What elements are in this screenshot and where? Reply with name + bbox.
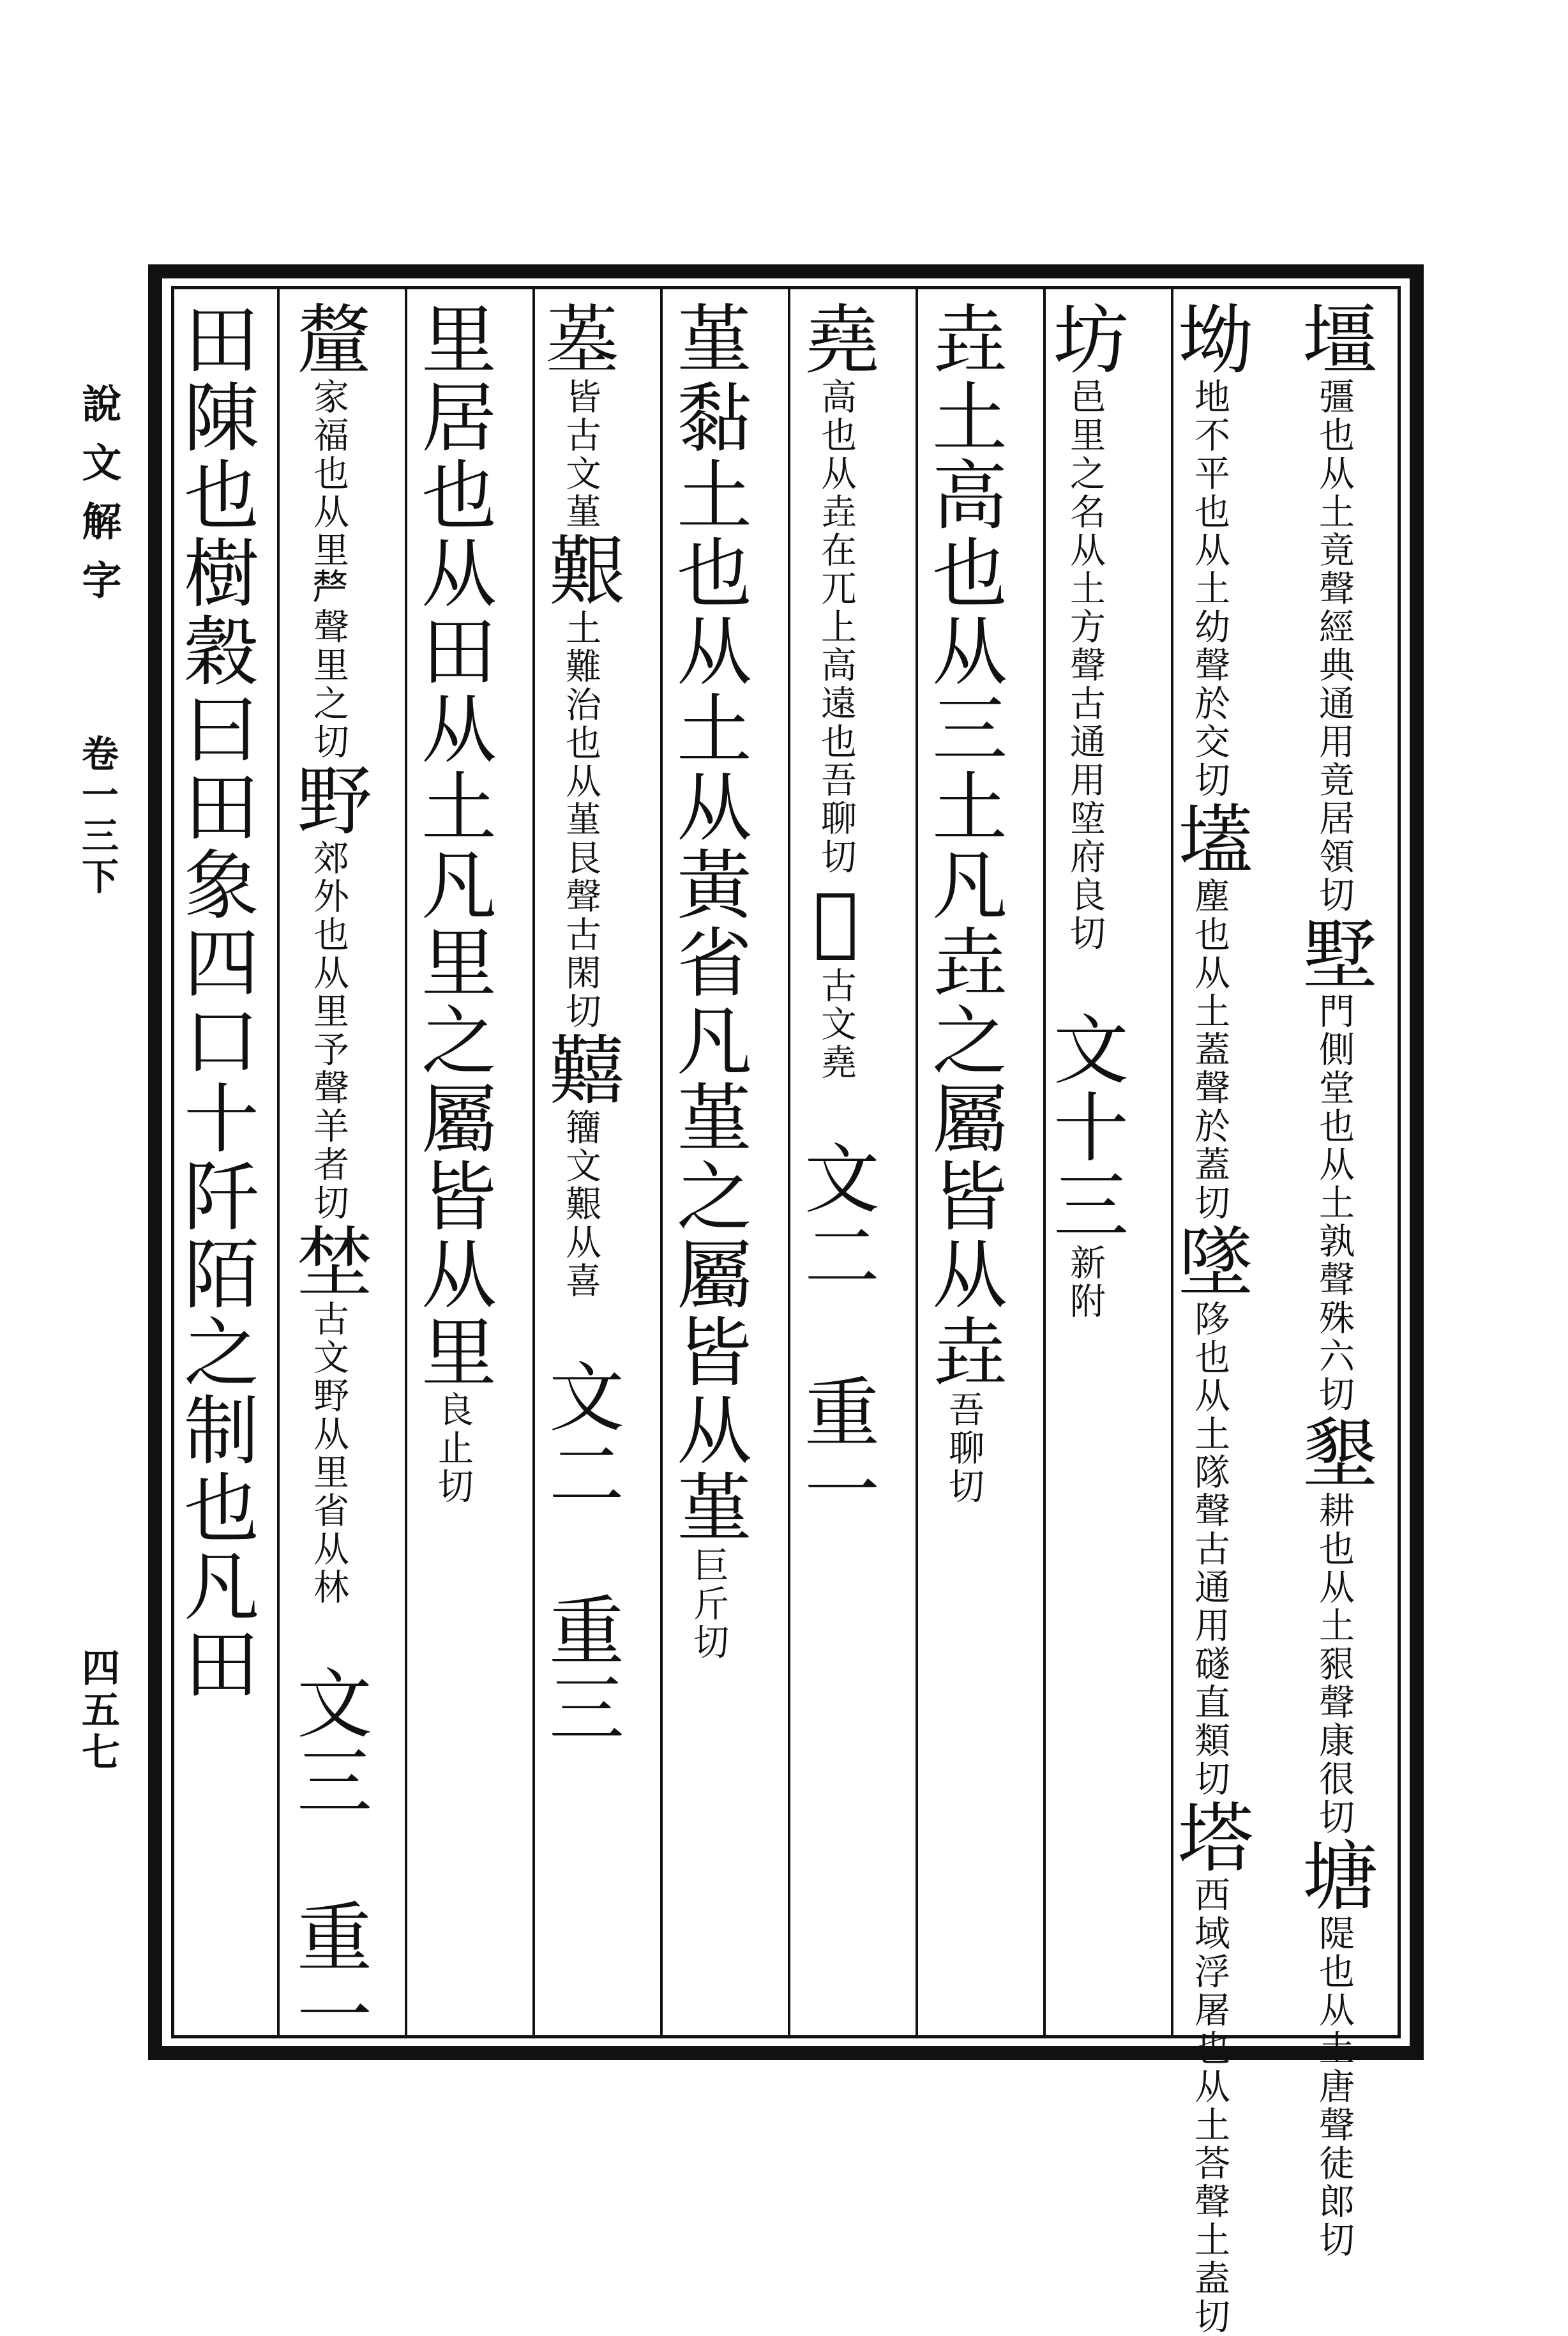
column-rule xyxy=(788,286,790,2038)
column-rule xyxy=(916,286,918,2038)
annotation-text: 西域浮屠也从土荅聲土盍切 xyxy=(1189,1876,1230,2336)
annotation-text: 高也从垚在兀上高遠也吾聊切 xyxy=(815,378,857,876)
head-character: 塔 xyxy=(1165,1798,1253,1876)
head-character: 垚土高也从三土凡垚之屬皆从垚 xyxy=(919,300,1007,1391)
column-rule xyxy=(532,286,535,2038)
annotation-text: 隄也从土唐聲徒郎切 xyxy=(1313,1915,1355,2259)
head-character: 艱 xyxy=(536,531,624,609)
head-character: 文十三 xyxy=(1041,1010,1129,1244)
annotation-text: 古文堯 xyxy=(815,967,857,1082)
text-column xyxy=(536,300,624,2024)
book-title: 說文解字 xyxy=(75,383,122,618)
annotation-text: 新附 xyxy=(1064,1244,1106,1321)
text-column xyxy=(792,300,880,2024)
annotation-text: 耕也从土豤聲康很切 xyxy=(1313,1492,1355,1837)
column-rule xyxy=(660,286,663,2038)
head-character: 文三 重一 xyxy=(284,1664,372,2054)
annotation-text: 塵也从土蓋聲於蓋切 xyxy=(1189,877,1230,1222)
annotation-text: 地不平也从土幼聲於交切 xyxy=(1189,378,1230,800)
text-column xyxy=(664,300,752,2024)
annotation-text: 籒文艱从喜 xyxy=(560,1109,601,1300)
annotation-text: 巨斤切 xyxy=(688,1547,729,1662)
text-column xyxy=(919,300,1007,2024)
annotation-text: 皆古文堇 xyxy=(560,378,601,531)
head-character: 墾 xyxy=(1290,1414,1378,1492)
annotation-text: 門側堂也从土孰聲殊六切 xyxy=(1313,992,1355,1414)
annotation-text: 吾聊切 xyxy=(943,1391,984,1506)
annotation-text: 彊也从土竟聲經典通用竟居領切 xyxy=(1313,378,1355,914)
head-character: 坳 xyxy=(1165,300,1253,378)
text-column xyxy=(409,300,497,2024)
column-rule xyxy=(277,286,280,2038)
head-character: 埜 xyxy=(284,1222,372,1300)
head-character: 文二 重一 xyxy=(792,1139,880,1529)
head-character: 𡋈 xyxy=(792,876,880,967)
head-character: 里居也从田从土凡里之屬皆从里 xyxy=(409,300,497,1391)
annotation-text: 郊外也从里予聲羊者切 xyxy=(308,839,349,1222)
annotation-text: 土難治也从堇艮聲古閑切 xyxy=(560,609,601,1031)
annotation-text: 陊也从土隊聲古通用礈直類切 xyxy=(1189,1300,1230,1798)
head-character: 野 xyxy=(284,761,372,839)
text-column xyxy=(1041,300,1129,2024)
text-column xyxy=(171,300,259,2024)
head-character: 堇黏土也从土从黃省凡堇之屬皆从堇 xyxy=(664,300,752,1547)
annotation-text: 良止切 xyxy=(432,1391,474,1506)
head-character: 壒 xyxy=(1165,800,1253,877)
text-column xyxy=(1290,300,1378,2259)
head-character: 墜 xyxy=(1165,1222,1253,1300)
head-character: 坊 xyxy=(1041,300,1129,378)
head-character: 塘 xyxy=(1290,1837,1378,1915)
head-character: 文二 重三 xyxy=(536,1358,624,1747)
text-column xyxy=(284,300,372,2054)
page-number: 四五七 xyxy=(75,1648,120,1774)
volume-label: 卷一三下 xyxy=(75,734,119,898)
head-character: 釐 xyxy=(284,300,372,378)
head-character: 田陳也樹穀曰田象四口十阡陌之制也凡田 xyxy=(171,300,259,1703)
head-character: 𡎸 xyxy=(536,300,624,378)
annotation-text: 古文野从里省从林 xyxy=(308,1300,349,1607)
column-rule xyxy=(405,286,407,2038)
head-character: 墅 xyxy=(1290,914,1378,992)
annotation-text: 家福也从里𠩺聲里之切 xyxy=(308,378,349,761)
text-column xyxy=(1165,300,1253,2336)
head-character: 囏 xyxy=(536,1031,624,1109)
annotation-text: 邑里之名从土方聲古通用埅府良切 xyxy=(1064,378,1106,953)
head-character: 堯 xyxy=(792,300,880,378)
head-character: 壃 xyxy=(1290,300,1378,378)
